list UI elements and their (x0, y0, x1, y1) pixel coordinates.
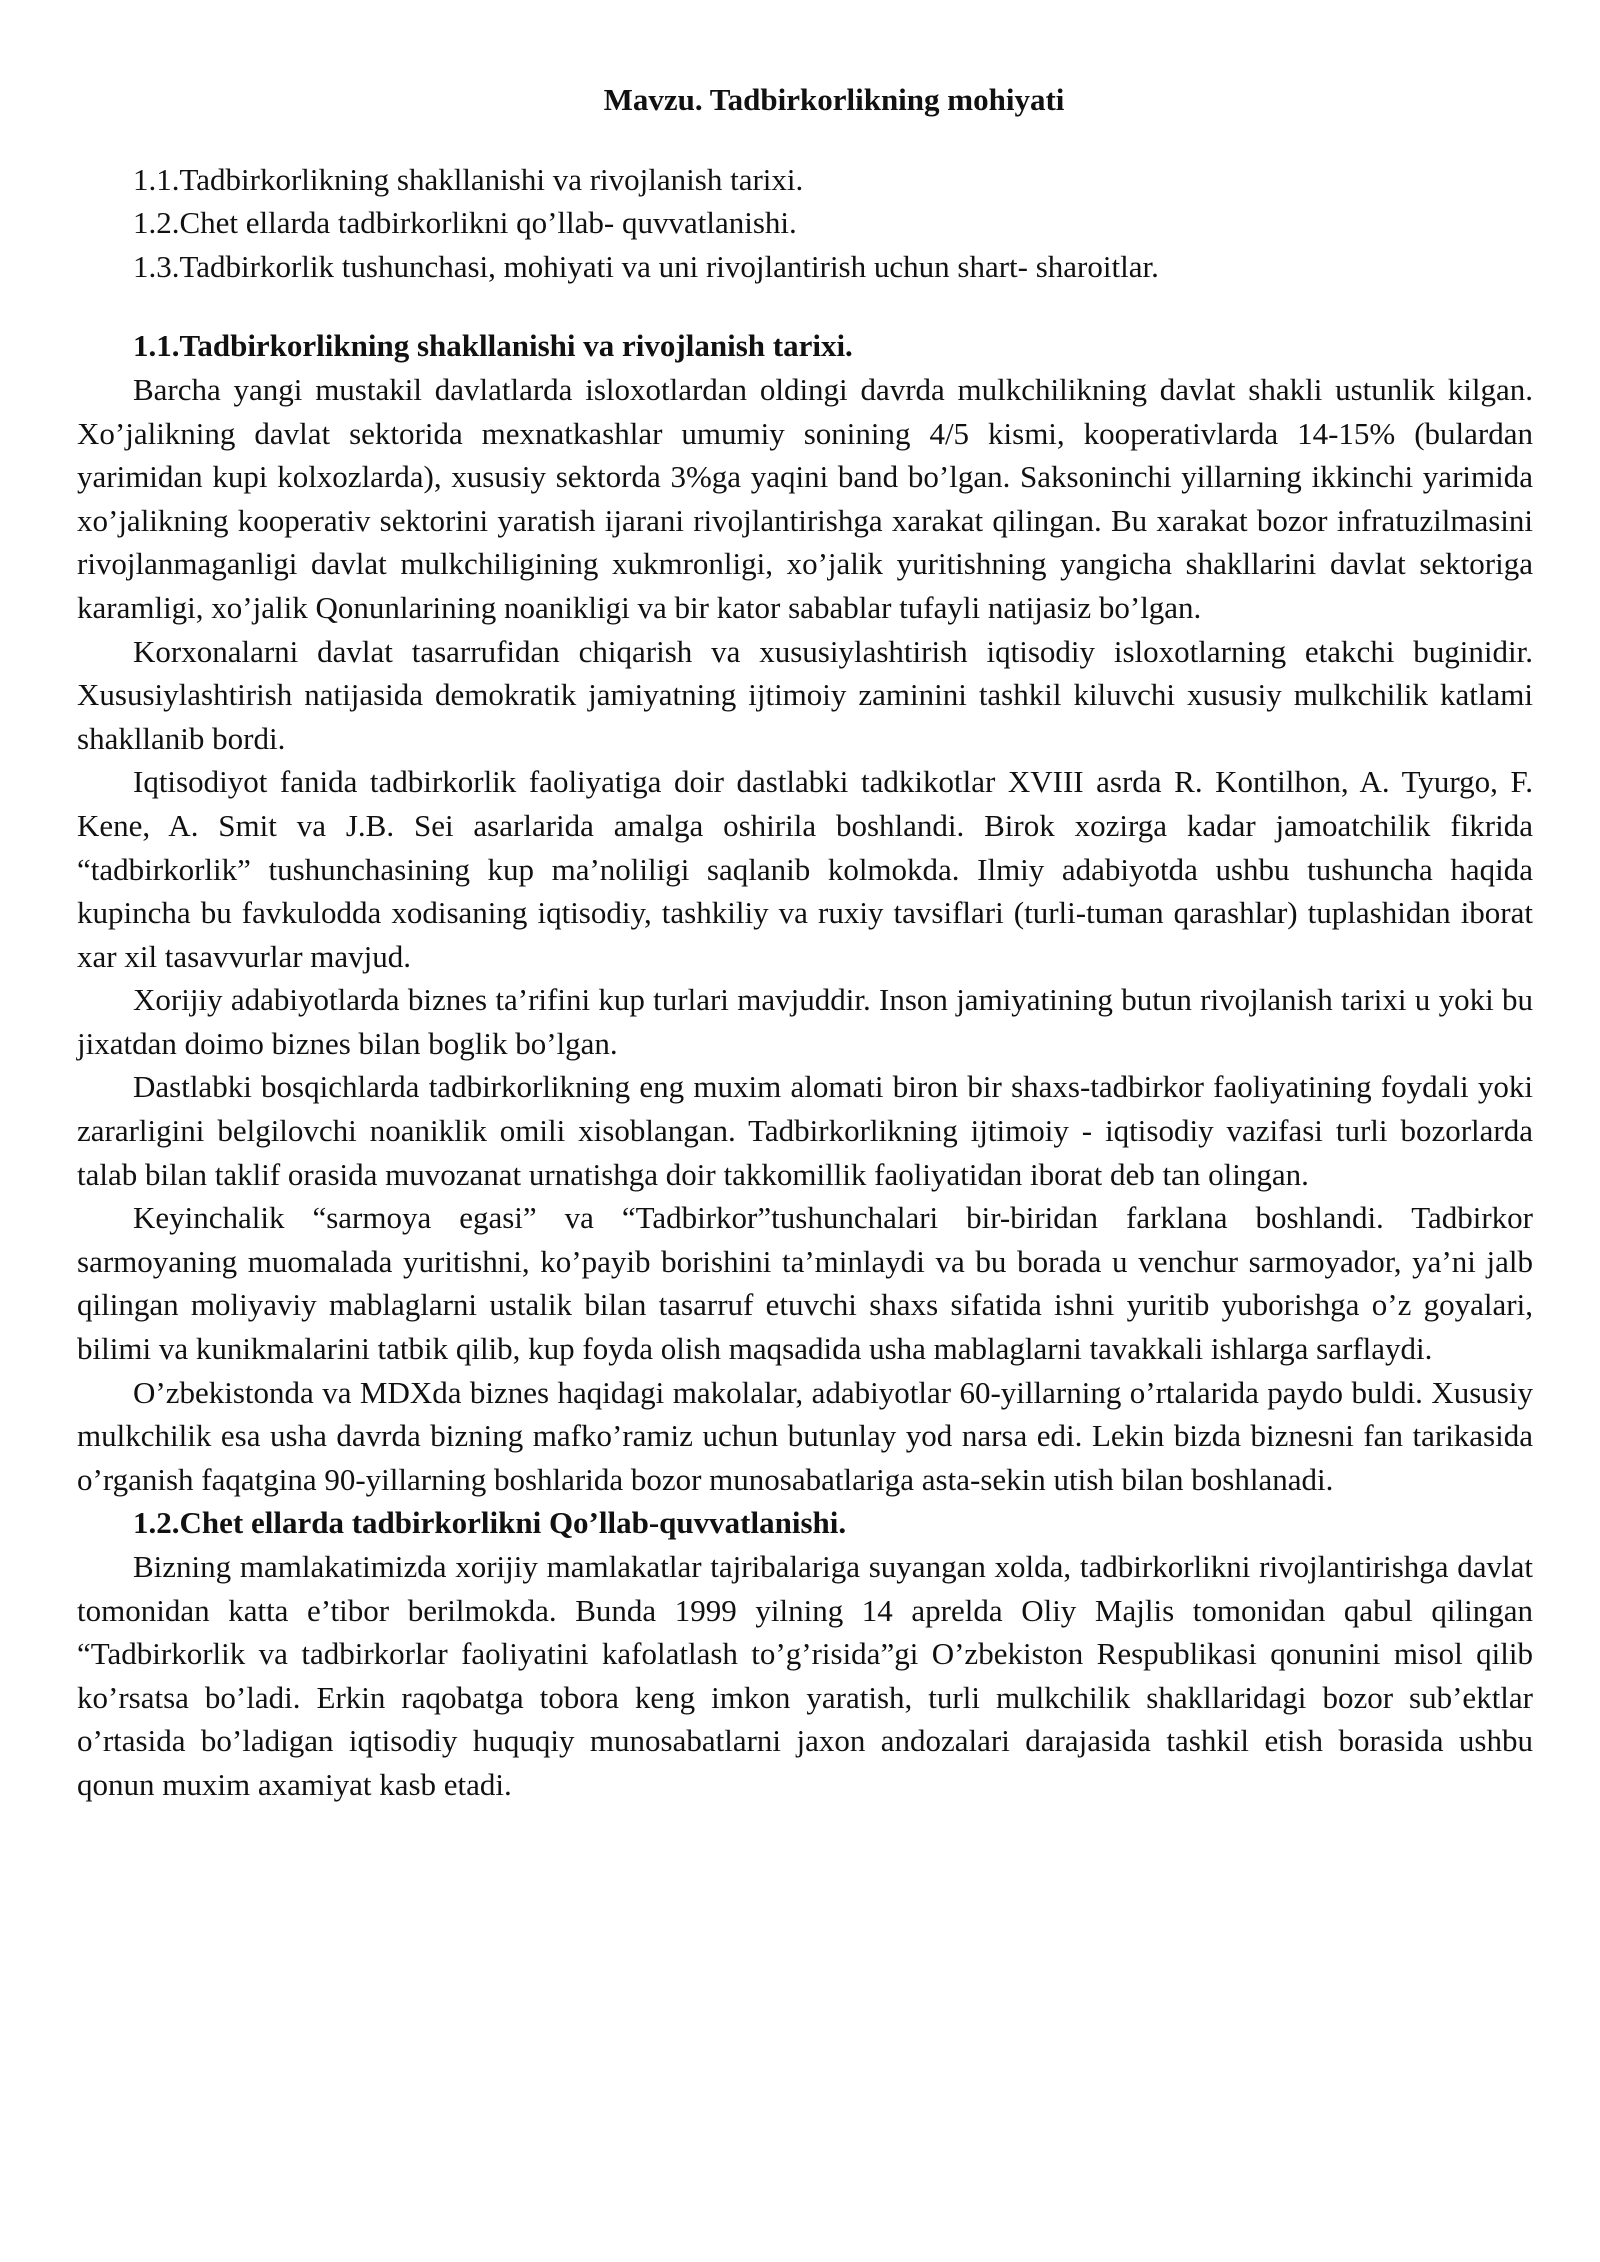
topic-plan (77, 158, 1533, 289)
paragraph: Barcha yangi mustakil davlatlarda isloxotlardan oldingi davrda mulkchilikning davlat shakli ustunlik kilgan. Xo’jalikning davlat sektorida mexnatkashlar umumiy sonining 4/5 kismi, kooperativlarda 14-15% (bulardan yarimidan kupi kolxozlarda), xususiy sektorda 3%ga yaqini band bo’lgan. Saksoninchi yillarning ikkinchi yarimida xo’jalikning kooperativ sektorini yaratish ijarani rivojlantirishga xarakat qilingan. Bu xarakat bozor infratuzilmasini rivojlanmaganligi davlat mulkchiligining xukmronligi, xo’jalik yuritishning yangicha shakllarini davlat sektoriga karamligi, xo’jalik Qonunlarining noanikligi va bir kator sabablar tufayli natijasiz bo’lgan. (77, 371, 1533, 625)
plan-item: 1.2.Chet ellarda tadbirkorlikni qo’llab- quvvatlanishi. (133, 205, 797, 241)
paragraph: Dastlabki bosqichlarda tadbirkorlikning eng muxim alomati biron bir shaxs-tadbirkor faoliyatining foydali yoki zararligini belgilovchi noaniklik omili xisoblangan. Tadbirkorlikning ijtimoiy - iqtisodiy vazifasi turli bozorlarda talab bilan taklif orasida muvozanat urnatishga doir takkomillik faoliyatidan iborat deb tan olingan. (77, 1069, 1533, 1192)
paragraph: Xorijiy adabiyotlarda biznes ta’rifini kup turlari mavjuddir. Inson jamiyatining butun rivojlanish tarixi u yoki bu jixatdan doimo biznes bilan boglik bo’lgan. (77, 982, 1533, 1061)
plan-item: 1.1.Tadbirkorlikning shakllanishi va rivojlanish tarixi. (133, 161, 804, 197)
section-heading-1-2: 1.2.Chet ellarda tadbirkorlikni Qo’llab-quvvatlanishi. (133, 1505, 847, 1541)
document-page (77, 68, 1533, 1807)
paragraph: Bizning mamlakatimizda xorijiy mamlakatlar tajribalariga suyangan xolda, tadbirkorlikni rivojlantirishga davlat tomonidan katta e’tibor berilmokda. Bunda 1999 yilning 14 aprelda Oliy Majlis tomonidan qabul qilingan “Tadbirkorlik va tadbirkorlar faoliyatini kafolatlash to’g’risida”gi O’zbekiston Respublikasi qonunini misol qilib ko’rsatsa bo’ladi. Erkin raqobatga tobora keng imkon yaratish, turli mulkchilik shakllaridagi bozor sub’ektlar o’rtasida bo’ladigan iqtisodiy huquqiy munosabatlarni jaxon andozalari darajasida tashkil etish borasida ushbu qonun muxim axamiyat kasb etadi. (77, 1549, 1533, 1802)
paragraph: Keyinchalik “sarmoya egasi” va “Tadbirkor”tushunchalari bir-biridan farklana boshlandi. Tadbirkor sarmoyaning muomalada yuritishni, ko’payib borishini ta’minlaydi va bu borada u venchur sarmoyador, ya’ni jalb qilingan moliyaviy mablaglarni ustalik bilan tasarruf etuvchi shaxs sifatida ishni yuritib yuborishga o’z goyalari, bilimi va kunikmalarini tatbik qilib, kup foyda olish maqsadida usha mablaglarni tavakkali ishlarga sarflaydi. (77, 1200, 1533, 1367)
plan-item: 1.3.Tadbirkorlik tushunchasi, mohiyati va uni rivojlantirish uchun shart- sharoitlar. (133, 248, 1159, 284)
paragraph: Korxonalarni davlat tasarrufidan chiqarish va xususiylashtirish iqtisodiy isloxotlarning etakchi buginidir. Xususiylashtirish natijasida demokratik jamiyatning ijtimoiy zaminini tashkil kiluvchi xususiy mulkchilik katlami shakllanib bordi. (77, 633, 1533, 756)
section-heading-1-1: 1.1.Tadbirkorlikning shakllanishi va rivojlanish tarixi. (133, 328, 853, 364)
paragraph: Iqtisodiyot fanida tadbirkorlik faoliyatiga doir dastlabki tadkikotlar XVIII asrda R. Kontilhon, A. Tyurgo, F. Kene, A. Smit va J.B. Sei asarlarida amalga oshirila boshlandi. Birok xozirga kadar jamoatchilik fikrida “tadbirkorlik” tushunchasining kup ma’noliligi saqlanib kolmokda. Ilmiy adabiyotda ushbu tushuncha haqida kupincha bu favkulodda xodisaning iqtisodiy, tashkiliy va ruxiy tavsiflari (turli-tuman qarashlar) tuplashidan iborat xar xil tasavvurlar mavjud. (77, 764, 1533, 974)
paragraph: O’zbekistonda va MDXda biznes haqidagi makolalar, adabiyotlar 60-yillarning o’rtalarida paydo buldi. Xususiy mulkchilik esa usha davrda bizning mafko’ramiz uchun butunlay yod narsa edi. Lekin bizda biznesni fan tarikasida o’rganish faqatgina 90-yillarning boshlarida bozor munosabatlariga asta-sekin utish bilan boshlanadi. (77, 1374, 1533, 1497)
document-title: Mavzu. Tadbirkorlikning mohiyati (603, 82, 1065, 117)
